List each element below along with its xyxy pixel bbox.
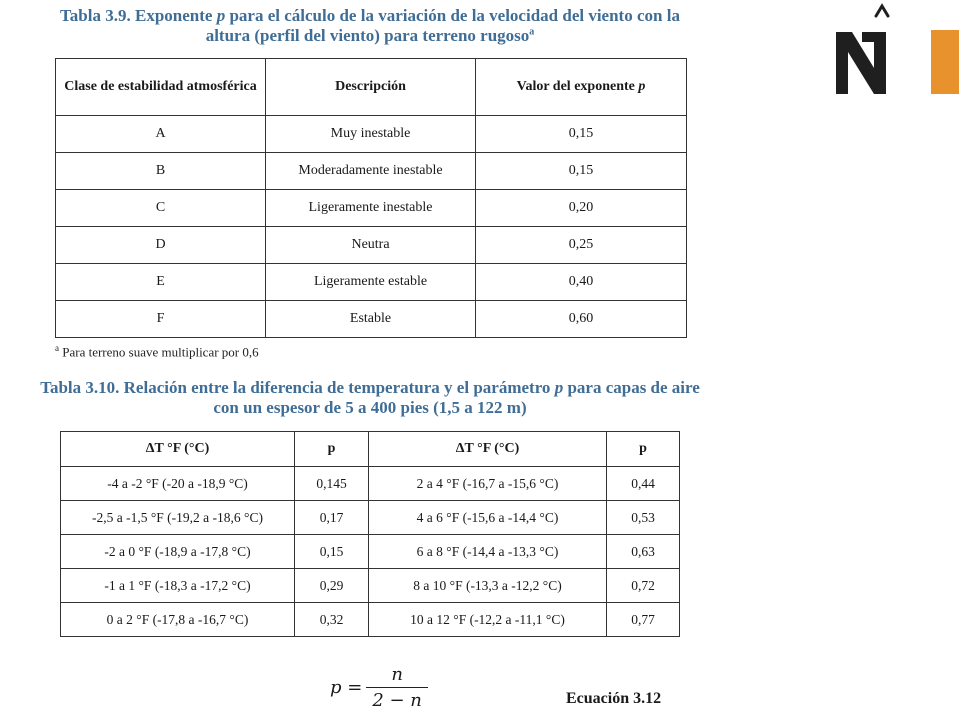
caption-text: para el cálculo de la variación de la velocidad del viento con la altura (perfil del viento) para terreno rugoso	[205, 6, 680, 45]
temperature-range-cell: -4 a -2 °F (-20 a -18,9 °C)	[61, 467, 295, 501]
table-row	[56, 153, 687, 190]
caption-variable: p	[216, 6, 226, 25]
table-row	[56, 116, 687, 153]
stability-class-cell: B	[56, 153, 266, 190]
equation-numerator: n	[391, 664, 403, 685]
column-header	[476, 59, 687, 116]
temperature-range-cell: -2,5 a -1,5 °F (-19,2 a -18,6 °C)	[61, 501, 295, 535]
description-cell: Muy inestable	[266, 116, 476, 153]
exponent-cell: 0,15	[476, 116, 687, 153]
column-header: p	[295, 432, 369, 467]
parameter-cell: 0,15	[295, 535, 369, 569]
table-row	[61, 535, 680, 569]
parameter-cell: 0,77	[607, 603, 680, 637]
table-row	[56, 301, 687, 338]
description-cell: Ligeramente estable	[266, 264, 476, 301]
parameter-cell: 0,29	[295, 569, 369, 603]
exponent-cell: 0,20	[476, 190, 687, 227]
column-header: ΔT °F (°C)	[369, 432, 607, 467]
table-row	[56, 227, 687, 264]
equation-label: Ecuación 3.12	[566, 690, 662, 707]
temperature-range-cell: 10 a 12 °F (-12,2 a -11,1 °C)	[369, 603, 607, 637]
table-row	[61, 501, 680, 535]
column-header: p	[607, 432, 680, 467]
stability-class-cell: A	[56, 116, 266, 153]
temperature-range-cell: -1 a 1 °F (-18,3 a -17,2 °C)	[61, 569, 295, 603]
caption-variable: p	[554, 378, 564, 397]
parameter-cell: 0,32	[295, 603, 369, 637]
caption-prefix: Tabla 3.9.	[60, 6, 131, 25]
exponent-cell: 0,40	[476, 264, 687, 301]
temperature-range-cell: -2 a 0 °F (-18,9 a -17,8 °C)	[61, 535, 295, 569]
description-cell: Estable	[266, 301, 476, 338]
temperature-range-cell: 4 a 6 °F (-15,6 a -14,4 °C)	[369, 501, 607, 535]
caption-prefix: Tabla 3.10.	[40, 378, 120, 397]
table-header-row	[61, 432, 680, 467]
description-cell: Ligeramente inestable	[266, 190, 476, 227]
stability-class-cell: E	[56, 264, 266, 301]
equation-denominator: 2 − n	[366, 687, 428, 711]
description-cell: Moderadamente inestable	[266, 153, 476, 190]
parameter-cell: 0,53	[607, 501, 680, 535]
footnote-marker: a	[529, 26, 535, 38]
footnote-text: Para terreno suave multiplicar por 0,6	[62, 344, 259, 360]
column-header: Descripción	[266, 59, 476, 116]
parameter-cell: 0,63	[607, 535, 680, 569]
temperature-range-cell: 2 a 4 °F (-16,7 a -15,6 °C)	[369, 467, 607, 501]
stability-class-cell: F	[56, 301, 266, 338]
column-header-label: Valor del exponente	[516, 79, 635, 94]
exponent-cell: 0,60	[476, 301, 687, 338]
equation-lhs: p =	[330, 677, 363, 698]
table-3-9-caption	[50, 6, 690, 46]
equation-3-12	[330, 664, 428, 711]
exponent-cell: 0,25	[476, 227, 687, 264]
caption-text: Relación entre la diferencia de temperatura y el parámetro	[123, 378, 551, 397]
footnote-marker: a	[55, 343, 59, 353]
description-cell: Neutra	[266, 227, 476, 264]
column-header-variable: p	[638, 79, 646, 94]
table-header-row	[56, 59, 687, 116]
column-header: ΔT °F (°C)	[61, 432, 295, 467]
temperature-parameter-table	[60, 431, 680, 637]
exponent-cell: 0,15	[476, 153, 687, 190]
university-logo-icon	[830, 2, 960, 98]
table-row	[61, 569, 680, 603]
table-3-10-caption	[40, 378, 700, 418]
table-footnote	[55, 343, 259, 360]
caption-text: Exponente	[135, 6, 213, 25]
temperature-range-cell: 6 a 8 °F (-14,4 a -13,3 °C)	[369, 535, 607, 569]
parameter-cell: 0,72	[607, 569, 680, 603]
parameter-cell: 0,44	[607, 467, 680, 501]
table-row	[61, 603, 680, 637]
stability-exponent-table	[55, 58, 687, 338]
caption-text: para capas de aire con un espesor de 5 a 400 pies (1,5 a 122 m)	[213, 378, 700, 417]
temperature-range-cell: 0 a 2 °F (-17,8 a -16,7 °C)	[61, 603, 295, 637]
parameter-cell: 0,145	[295, 467, 369, 501]
parameter-cell: 0,17	[295, 501, 369, 535]
table-row	[56, 190, 687, 227]
table-row	[61, 467, 680, 501]
temperature-range-cell: 8 a 10 °F (-13,3 a -12,2 °C)	[369, 569, 607, 603]
column-header: Clase de estabilidad atmosférica	[56, 59, 266, 116]
stability-class-cell: D	[56, 227, 266, 264]
stability-class-cell: C	[56, 190, 266, 227]
table-row	[56, 264, 687, 301]
equation-fraction	[366, 664, 428, 711]
